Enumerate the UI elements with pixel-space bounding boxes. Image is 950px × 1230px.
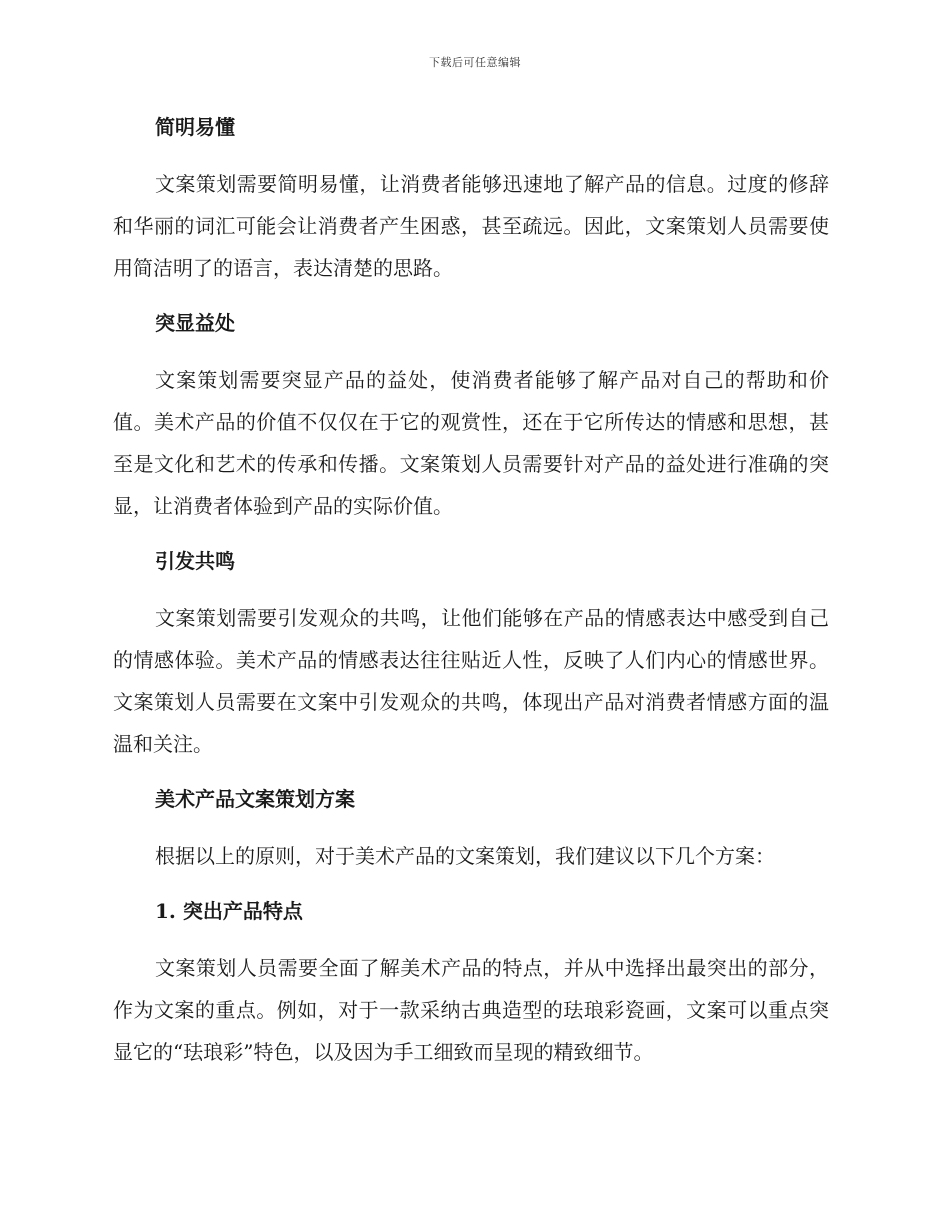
section-paragraph-benefits: 文案策划需要突显产品的益处，使消费者能够了解产品对自己的帮助和价值。美术产品的价值不仅仅在于它的观赏性，还在于它所传达的情感和思想，甚至是文化和艺术的传承和传播。文案策划人员需要针对产品的益处进行准确的突显，让消费者体验到产品的实际价值。	[113, 368, 829, 518]
section-paragraph-clarity: 文案策划需要简明易懂，让消费者能够迅速地了解产品的信息。过度的修辞和华丽的词汇可能会让消费者产生困惑，甚至疏远。因此，文案策划人员需要使用简洁明了的语言，表达清楚的思路。	[113, 172, 829, 280]
section-heading-clarity: 简明易懂	[155, 115, 235, 139]
section-heading-plan: 美术产品文案策划方案	[155, 787, 355, 811]
section-heading-resonance: 引发共鸣	[155, 549, 235, 573]
section-paragraph-features: 文案策划人员需要全面了解美术产品的特点，并从中选择出最突出的部分，作为文案的重点。例如，对于一款采纳古典造型的珐琅彩瓷画，文案可以重点突显它的“珐琅彩”特色，以及因为手工细致而呈现的精致细节。	[113, 956, 829, 1064]
section-heading-features: 1. 突出产品特点	[155, 899, 303, 923]
document-body	[113, 110, 829, 1090]
section-paragraph-plan: 根据以上的原则，对于美术产品的文案策划，我们建议以下几个方案：	[155, 844, 775, 868]
section-paragraph-resonance: 文案策划需要引发观众的共鸣，让他们能够在产品的情感表达中感受到自己的情感体验。美术产品的情感表达往往贴近人性，反映了人们内心的情感世界。文案策划人员需要在文案中引发观众的共鸣，体现出产品对消费者情感方面的温温和关注。	[113, 606, 829, 756]
section-heading-benefits: 突显益处	[155, 311, 235, 335]
page-header-note: 下载后可任意编辑	[429, 56, 521, 69]
